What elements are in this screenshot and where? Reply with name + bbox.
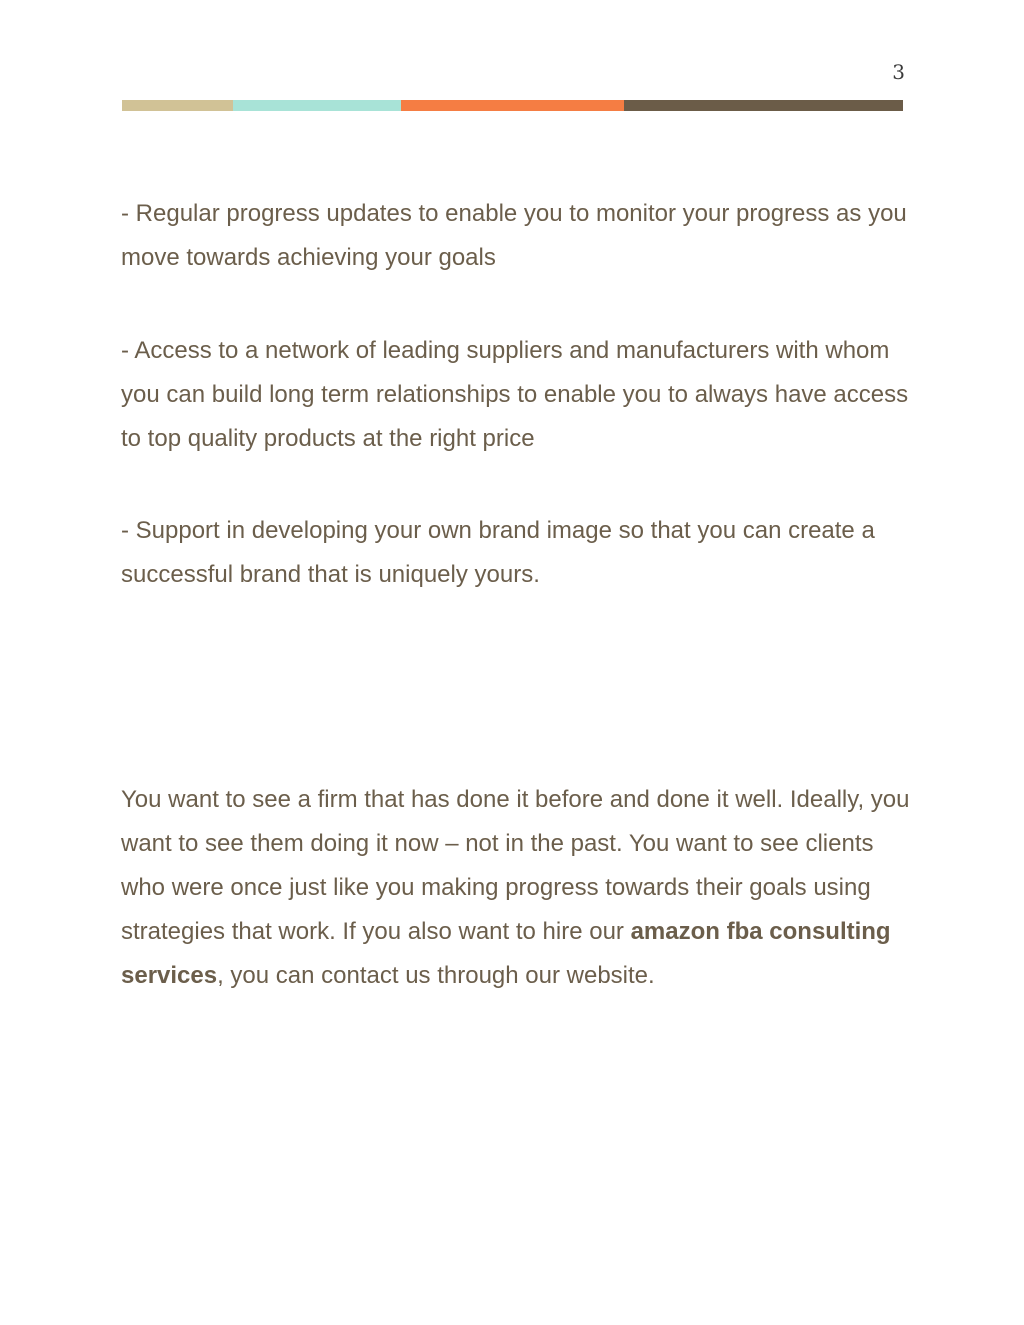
bullet-brand-support: - Support in developing your own brand image so that you can create a successful brand that is uniquely yours. (121, 517, 875, 588)
band-segment-brown (624, 100, 903, 111)
closing-text-after: , you can contact us through our website. (217, 962, 655, 989)
closing-paragraph (121, 778, 911, 998)
band-segment-mint (233, 100, 401, 111)
closing-text-before: You want to see a firm that has done it before and done it well. Ideally, you want to see them doing it now – not in the past. You want to see clients who were once just like you making progress towards their goals using strategies that work. If you also want to hire our (121, 786, 910, 945)
page-number: 3 (892, 60, 905, 84)
bullet-supplier-network: - Access to a network of leading suppliers and manufacturers with whom you can build long term relationships to enable you to always have access to top quality products at the right price (121, 337, 909, 452)
header-color-band (122, 100, 903, 111)
band-segment-tan (122, 100, 233, 111)
band-segment-orange (401, 100, 624, 111)
consulting-services-link[interactable]: amazon fba consulting services (121, 918, 891, 989)
bullet-progress-updates: - Regular progress updates to enable you to monitor your progress as you move towards achieving your goals (121, 200, 907, 271)
